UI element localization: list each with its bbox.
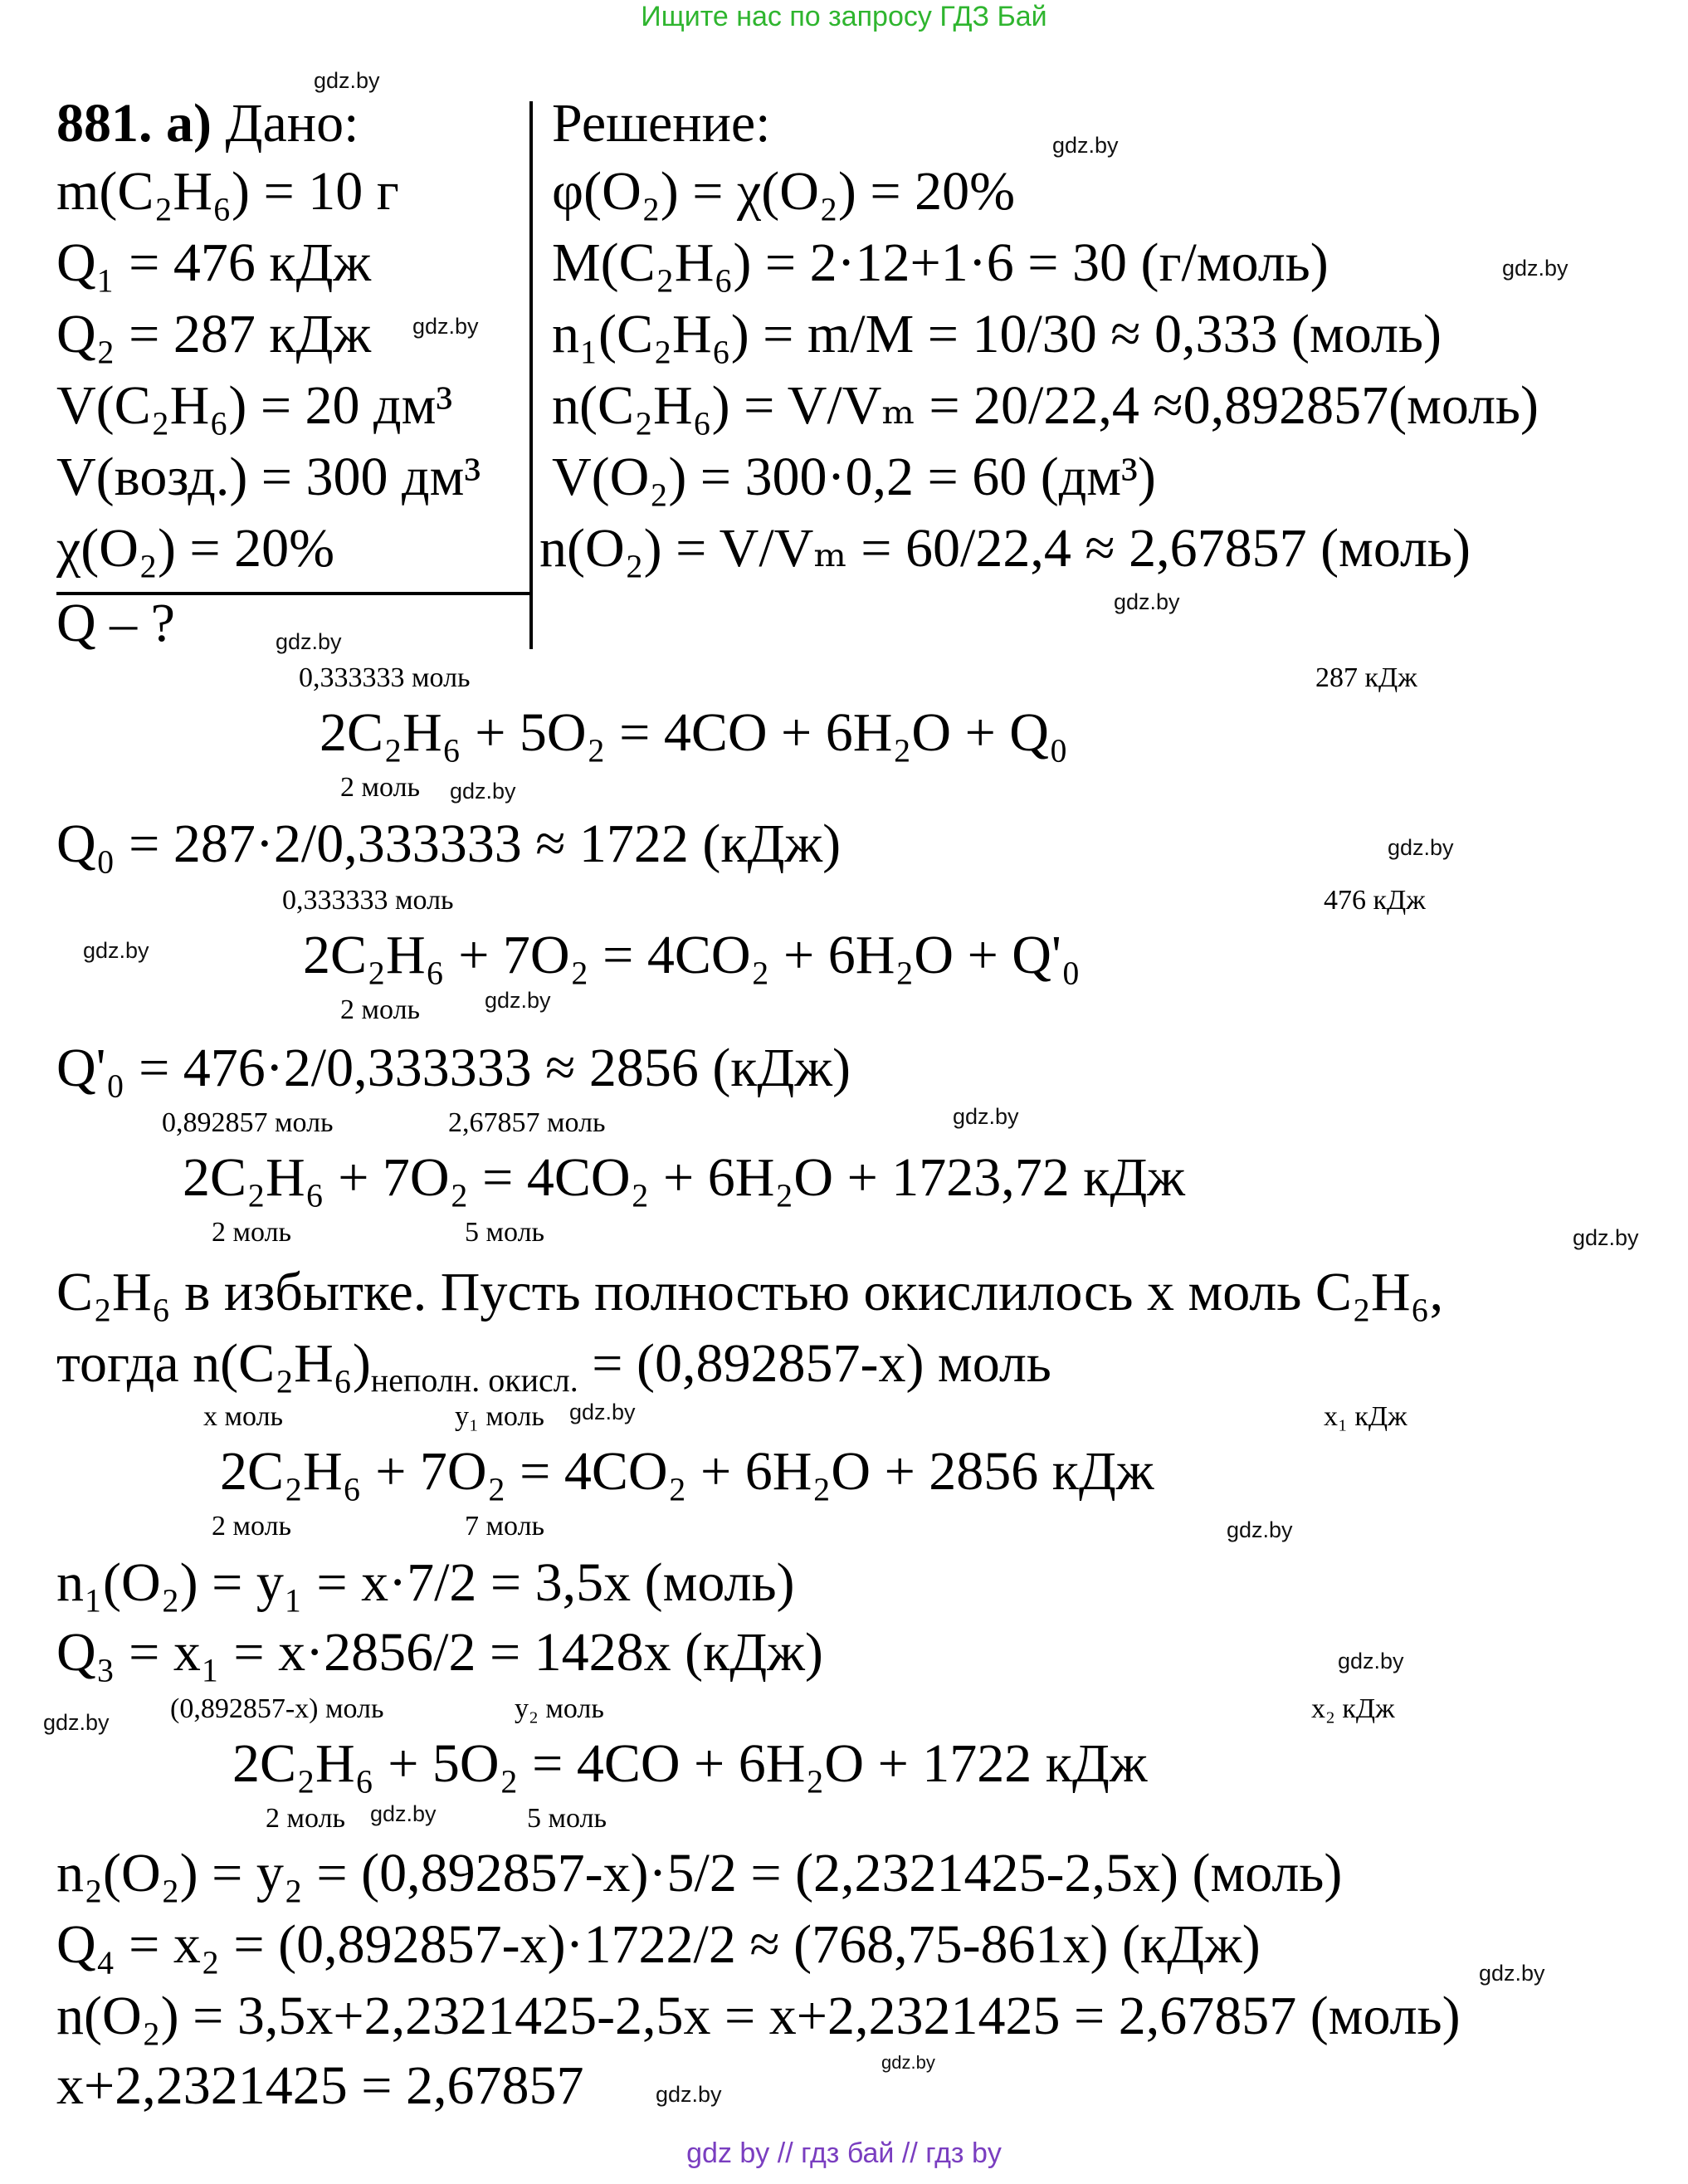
- reaction2-below-left: 2 моль: [340, 994, 421, 1025]
- q3-line: Q₃ = x₁ = x·2856/2 = 1428x (кДж): [56, 1622, 823, 1683]
- problem-heading: [56, 91, 359, 156]
- watermark: gdz.by: [1479, 1961, 1545, 1986]
- reaction3-below-left: 2 моль: [212, 1217, 292, 1248]
- reaction3-above-mid: 2,67857 моль: [448, 1107, 606, 1138]
- excess-text-line1: C₂H₆ в избытке. Пусть полностью окислилось x моль C₂H₆,: [56, 1262, 1444, 1322]
- given-line: V(возд.) = 300 дм³: [56, 447, 481, 507]
- watermark: gdz.by: [1573, 1225, 1639, 1250]
- reaction2-above-left: 0,333333 моль: [282, 885, 454, 916]
- reaction3-below-mid: 5 моль: [465, 1217, 545, 1248]
- watermark: gdz.by: [370, 1801, 437, 1826]
- watermark: gdz.by: [953, 1104, 1019, 1129]
- excess-text-part-a: тогда n(C₂H₆): [56, 1333, 371, 1394]
- reaction5-above-left: (0,892857-x) моль: [170, 1693, 384, 1724]
- watermark: gdz.by: [412, 314, 479, 339]
- watermark: gdz.by: [1052, 133, 1119, 158]
- reaction3-equation: 2C₂H₆ + 7O₂ = 4CO₂ + 6H₂O + 1723,72 кДж: [183, 1147, 1185, 1208]
- reaction5-equation: 2C₂H₆ + 5O₂ = 4CO + 6H₂O + 1722 кДж: [232, 1733, 1148, 1794]
- q4-line: Q₄ = x₂ = (0,892857-x)·1722/2 ≈ (768,75-861x) (кДж): [56, 1914, 1261, 1975]
- watermark: gdz.by: [450, 779, 516, 804]
- given-title: Дано:: [225, 93, 359, 154]
- given-line: Q₁ = 476 кДж: [56, 232, 372, 293]
- watermark: gdz.by: [1227, 1517, 1293, 1542]
- reaction5-below-mid: 5 моль: [527, 1803, 607, 1834]
- solution-line: M(C₂H₆) = 2·12+1·6 = 30 (г/моль): [552, 232, 1329, 293]
- solution-line: V(O₂) = 300·0,2 = 60 (дм³): [552, 447, 1156, 507]
- watermark: gdz.by: [43, 1710, 110, 1735]
- site-banner[interactable]: Ищите нас по запросу ГДЗ Бай: [641, 1, 1047, 32]
- reaction5-above-right: x₂ кДж: [1311, 1693, 1395, 1724]
- watermark: gdz.by: [485, 988, 551, 1013]
- given-solution-separator: [529, 101, 533, 649]
- reaction1-equation: 2C₂H₆ + 5O₂ = 4CO + 6H₂O + Q₀: [320, 702, 1068, 763]
- watermark: gdz.by: [1388, 835, 1454, 860]
- excess-text-part-b: = (0,892857-x) моль: [578, 1333, 1051, 1394]
- given-line: m(C₂H₆) = 10 г: [56, 161, 399, 222]
- watermark: gdz.by: [1338, 1649, 1404, 1673]
- footer-links[interactable]: gdz by // гдз бай // гдз by: [686, 2138, 1002, 2169]
- watermark: gdz.by: [1502, 256, 1568, 281]
- final-equation-line: x+2,2321425 = 2,67857: [56, 2055, 584, 2116]
- solution-line: n(C₂H₆) = V/Vₘ = 20/22,4 ≈0,892857(моль): [552, 375, 1539, 436]
- solution-line: φ(O₂) = χ(O₂) = 20%: [552, 161, 1016, 222]
- q0-prime-line: Q'₀ = 476·2/0,333333 ≈ 2856 (кДж): [56, 1038, 851, 1098]
- solution-title: Решение:: [552, 93, 771, 154]
- problem-number: 881.: [56, 93, 153, 154]
- reaction4-above-mid: y₁ моль: [455, 1401, 544, 1432]
- solution-line: n(O₂) = V/Vₘ = 60/22,4 ≈ 2,67857 (моль): [539, 518, 1471, 579]
- watermark: gdz.by: [314, 68, 380, 93]
- find-line: Q – ?: [56, 593, 175, 653]
- watermark: gdz.by: [276, 629, 342, 654]
- reaction1-above-left: 0,333333 моль: [299, 662, 471, 693]
- n1-line: n₁(O₂) = y₁ = x·7/2 = 3,5x (моль): [56, 1552, 795, 1613]
- n-sum-line: n(O₂) = 3,5x+2,2321425-2,5x = x+2,2321425 = 2,67857 (моль): [56, 1986, 1461, 2046]
- reaction4-below-left: 2 моль: [212, 1511, 292, 1542]
- watermark: gdz.by: [881, 2052, 935, 2073]
- given-line: χ(O₂) = 20%: [56, 518, 335, 579]
- solution-line: n₁(C₂H₆) = m/M = 10/30 ≈ 0,333 (моль): [552, 304, 1442, 364]
- reaction4-above-left: x моль: [203, 1401, 284, 1432]
- problem-part: а): [166, 93, 212, 154]
- reaction1-below-left: 2 моль: [340, 772, 421, 803]
- reaction2-equation: 2C₂H₆ + 7O₂ = 4CO₂ + 6H₂O + Q'₀: [303, 925, 1081, 985]
- q0-line: Q₀ = 287·2/0,333333 ≈ 1722 (кДж): [56, 814, 842, 874]
- watermark: gdz.by: [656, 2082, 722, 2107]
- reaction4-equation: 2C₂H₆ + 7O₂ = 4CO₂ + 6H₂O + 2856 кДж: [220, 1441, 1154, 1502]
- watermark: gdz.by: [1114, 589, 1180, 614]
- reaction4-below-mid: 7 моль: [465, 1511, 545, 1542]
- given-line: Q₂ = 287 кДж: [56, 304, 372, 364]
- watermark: gdz.by: [83, 938, 149, 963]
- reaction2-above-right: 476 кДж: [1324, 885, 1426, 916]
- n2-line: n₂(O₂) = y₂ = (0,892857-x)·5/2 = (2,2321425-2,5x) (моль): [56, 1843, 1343, 1903]
- reaction3-above-left: 0,892857 моль: [162, 1107, 334, 1138]
- reaction5-below-left: 2 моль: [266, 1803, 346, 1834]
- reaction1-above-right: 287 кДж: [1315, 662, 1417, 693]
- reaction5-above-mid: y₂ моль: [515, 1693, 604, 1724]
- excess-text-subscript: неполн. окисл.: [370, 1361, 578, 1399]
- reaction4-above-right: x₁ кДж: [1324, 1401, 1407, 1432]
- given-line: V(C₂H₆) = 20 дм³: [56, 375, 453, 436]
- watermark: gdz.by: [569, 1400, 636, 1424]
